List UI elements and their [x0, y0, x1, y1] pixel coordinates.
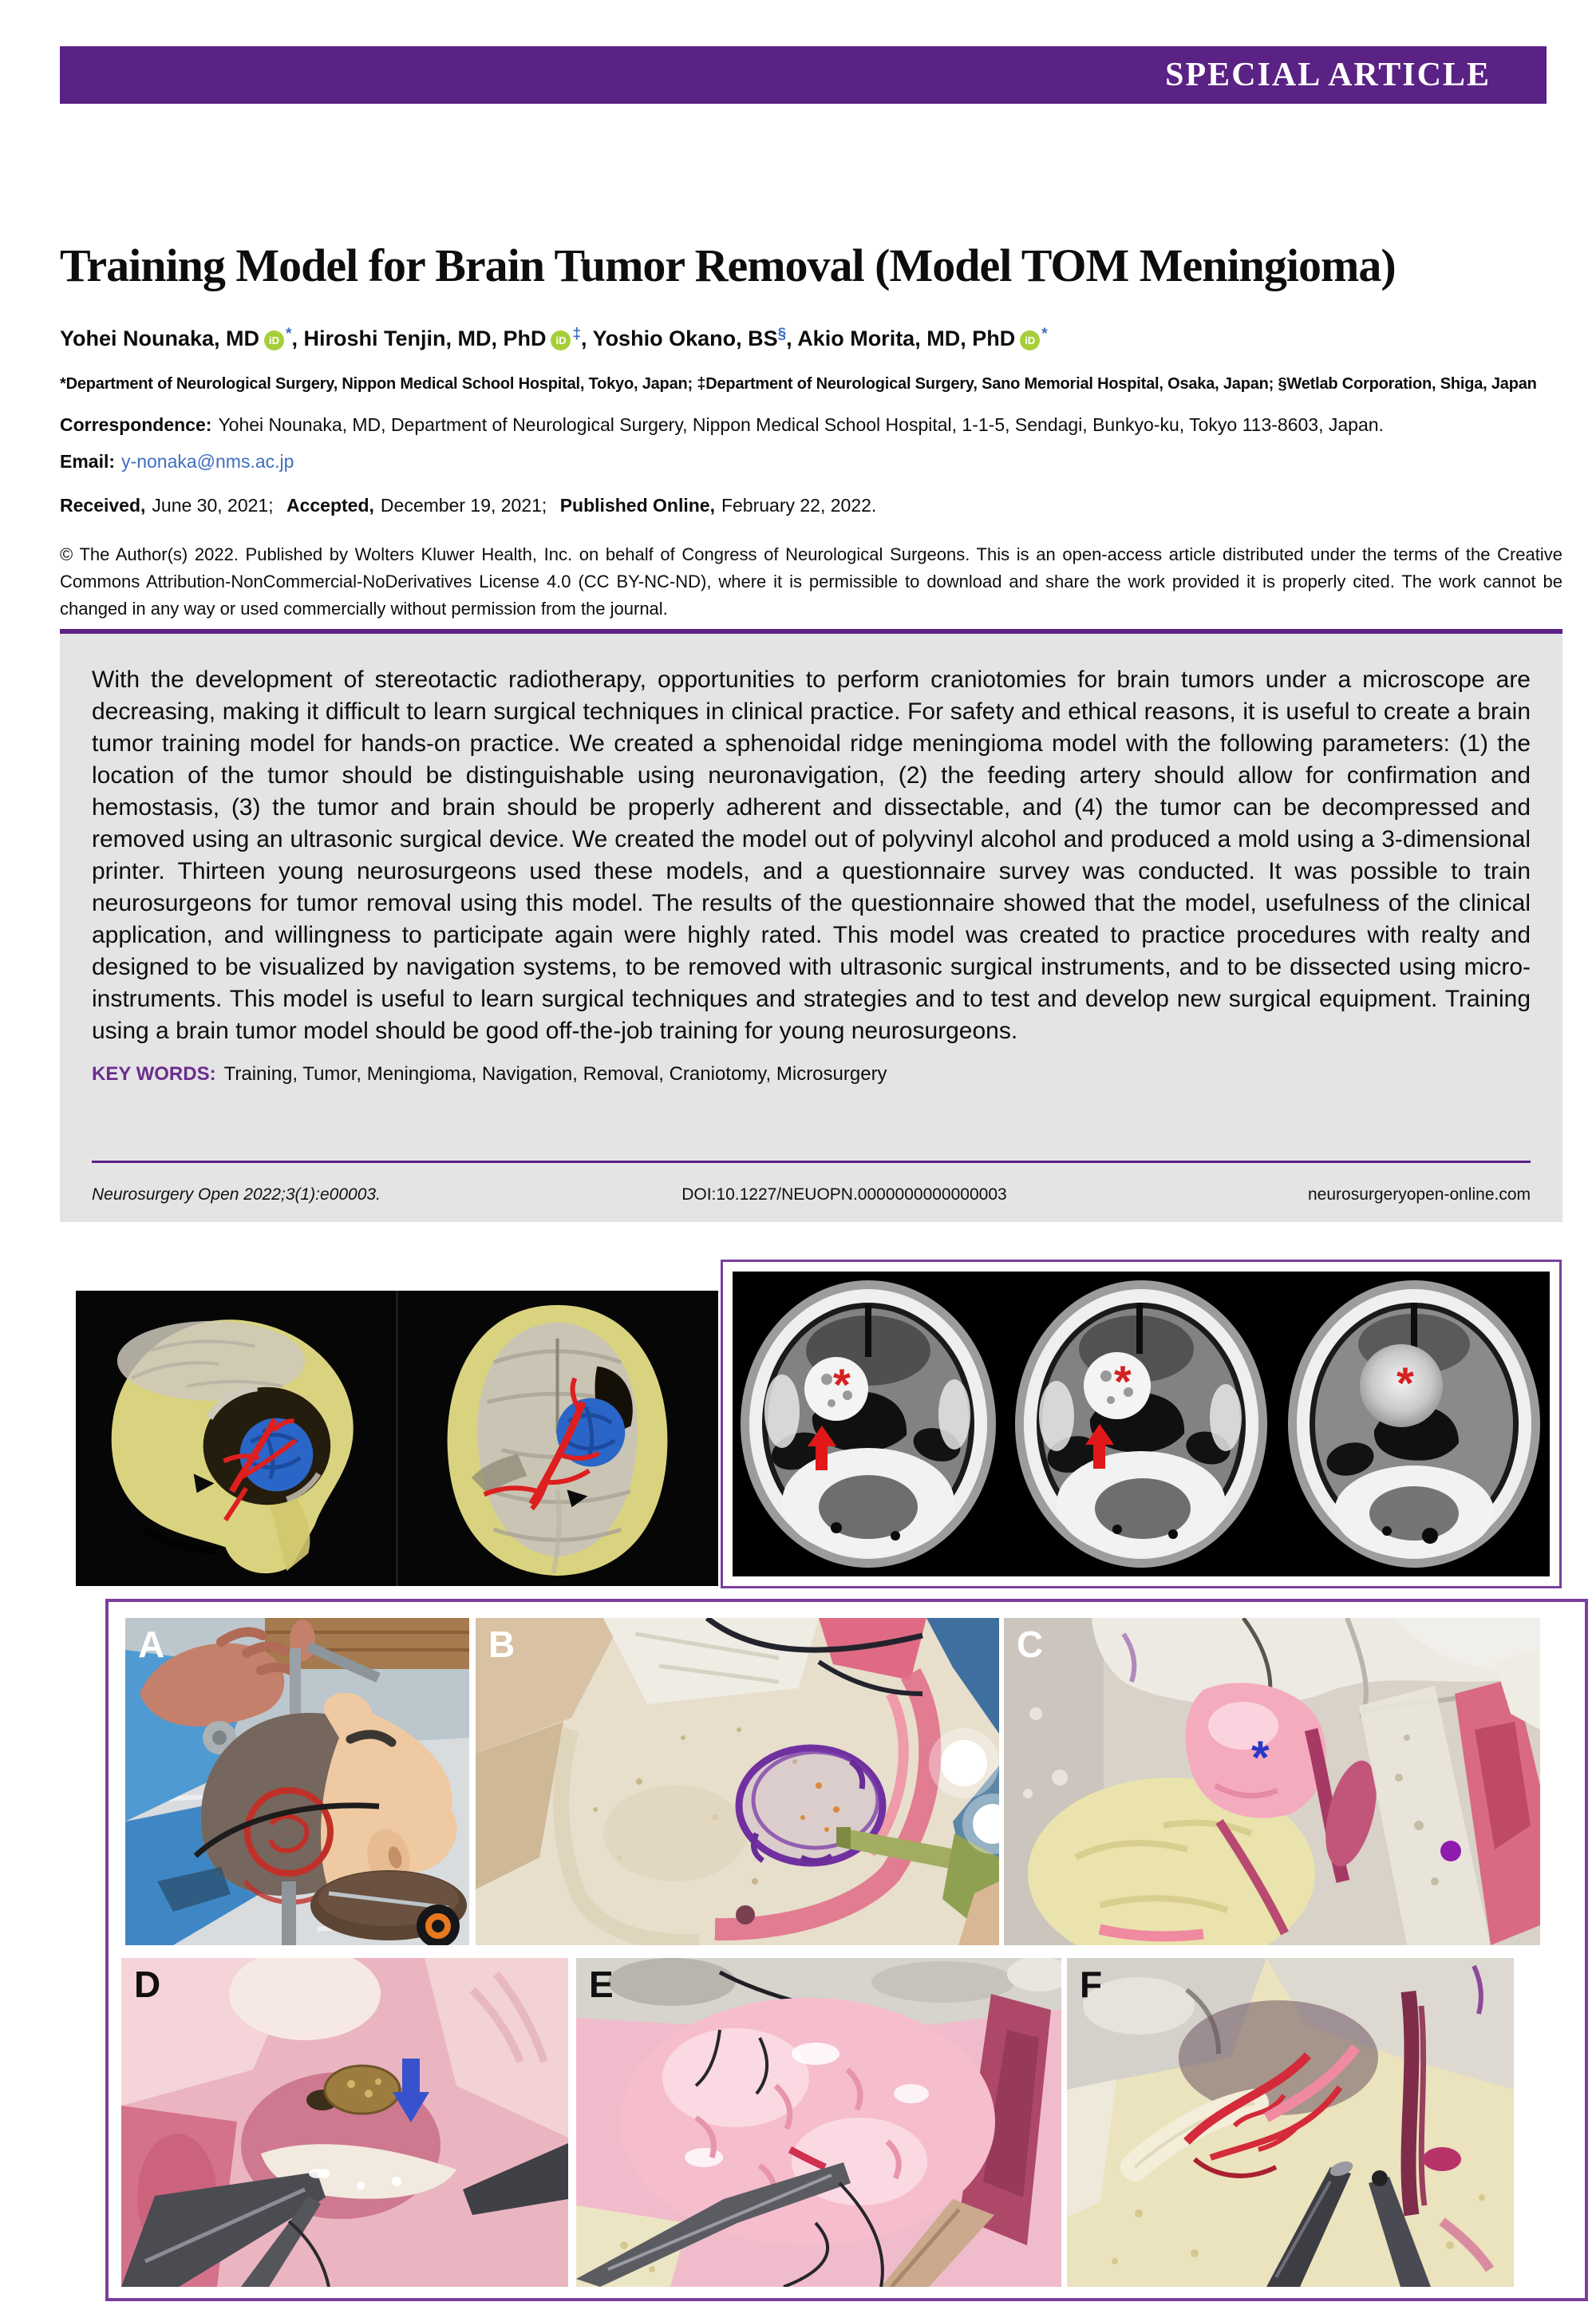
- author-separator: ,: [291, 326, 304, 350]
- journal-citation: Neurosurgery Open 2022;3(1):e00003.: [92, 1185, 381, 1204]
- ct-strip: [733, 1272, 1550, 1576]
- ct-tumor-asterisk: *: [1114, 1356, 1132, 1406]
- author-name: Yohei Nounaka, MD: [60, 326, 260, 350]
- correspondence-line: [60, 414, 1568, 436]
- abstract-text: With the development of stereotactic radiotherapy, opportunities to perform craniotomies for brain tumors under a microscope are decreasing, making it difficult to learn surgical techniques in clinical practice. For safety and ethical reasons, it is useful to create a brain tumor training model for hands-on practice. We created a sphenoidal ridge meningioma model with the following parameters: (1) the location of the tumor should be distinguishable using neuronavigation, (2) the feeding artery should allow for confirmation and hemostasis, (3) the tumor and brain should be properly adherent and dissectable, and (4) the tumor can be decompressed and removed using an ultrasonic surgical device. We created the model out of polyvinyl alcohol and produced a mold using a 3-dimensional printer. Thirteen young neurosurgeons used these models, and a questionnaire survey was conducted. It was possible to train neurosurgeons for tumor removal using this model. The results of the questionnaire showed that the model, usefulness of the clinical application, and willingness to participate again were highly rated. This model was created to practice procedures with realty and designed to be visualized by navigation systems, to be removed with ultrasonic surgical instruments, and to be dissected using micro-instruments. This model is useful to learn surgical techniques and strategies and to test and develop new surgical equipment. Training using a brain tumor model should be good off-the-job training for young neurosurgeons.: [92, 666, 1531, 1044]
- author-separator: ,: [786, 326, 798, 350]
- exposed-tumor-photo: [1004, 1618, 1540, 1945]
- author-affiliation-mark: ‡: [572, 326, 582, 342]
- author-affiliation-mark: §: [777, 326, 787, 342]
- author-name: Hiroshi Tenjin, MD, PhD: [303, 326, 547, 350]
- photo-panel-f: [1067, 1958, 1514, 2287]
- journal-website: neurosurgeryopen-online.com: [1308, 1185, 1531, 1204]
- photo-panel-b: [476, 1618, 999, 1945]
- skull-render-lateral: [76, 1291, 396, 1586]
- author-affiliation-mark: *: [286, 326, 292, 342]
- email-label: Email:: [60, 451, 116, 472]
- skull-lateral-image: [76, 1291, 396, 1585]
- banner-label: SPECIAL ARTICLE: [1165, 57, 1491, 93]
- tumor-debulking-photo: [576, 1958, 1061, 2287]
- page-title: Training Model for Brain Tumor Removal (Model TOM Meningioma): [60, 239, 1396, 291]
- email-link[interactable]: y-nonaka@nms.ac.jp: [121, 451, 294, 472]
- panel-label: D: [134, 1964, 161, 2005]
- author-name: Akio Morita, MD, PhD: [797, 326, 1016, 350]
- figure-3d-navigation: [76, 1291, 718, 1586]
- purple-rule-abstract: [92, 1161, 1531, 1163]
- received-date: June 30, 2021;: [152, 495, 274, 516]
- author-separator: ,: [581, 326, 593, 350]
- photo-panel-d: [121, 1958, 568, 2287]
- keywords-label: KEY WORDS:: [92, 1063, 216, 1085]
- panel-label: E: [589, 1964, 614, 2005]
- craniotomy-navigation-photo: [476, 1618, 999, 1945]
- doi-text: DOI:10.1227/NEUOPN.0000000000000003: [681, 1185, 1007, 1204]
- orcid-icon[interactable]: iD: [1020, 330, 1040, 350]
- received-label: Received,: [60, 495, 146, 516]
- author-affiliation-mark: *: [1041, 326, 1048, 342]
- ct-tumor-asterisk: *: [1396, 1358, 1414, 1408]
- copyright-notice: © The Author(s) 2022. Published by Wolters Kluwer Health, Inc. on behalf of Congress of Neurological Surgeons. This is an open-access article distributed under the terms of the Creative Commons Attribution-NonCommercial-NoDerivatives License 4.0 (CC BY-NC-ND), where it is permissible to download and share the work provided it is properly cited. The work cannot be changed in any way or used commercially without permission from the journal.: [60, 544, 1562, 619]
- correspondence-text: Yohei Nounaka, MD, Department of Neurological Surgery, Nippon Medical School Hospital, 1-1-5, Sendagi, Bunkyo-ku, Tokyo 113-8603, Japan.: [218, 414, 1384, 435]
- photo-panel-a: [125, 1618, 469, 1945]
- history-line: [60, 495, 1568, 516]
- abstract-box: [60, 634, 1562, 1222]
- vessel-dissection-photo: [1067, 1958, 1514, 2287]
- ct-tumor-asterisk: *: [833, 1359, 851, 1410]
- photo-panel-e: [576, 1958, 1061, 2287]
- email-line: [60, 451, 1568, 473]
- panel-label: F: [1080, 1964, 1103, 2005]
- orcid-icon[interactable]: iD: [551, 330, 571, 350]
- keywords-line: [92, 1063, 1531, 1086]
- correspondence-label: Correspondence:: [60, 414, 212, 435]
- author-line: [60, 326, 1568, 351]
- skull-frontal-image: [398, 1291, 718, 1585]
- feeding-artery-photo: [121, 1958, 568, 2287]
- keywords-text: Training, Tumor, Meningioma, Navigation, Removal, Craniotomy, Microsurgery: [223, 1063, 887, 1085]
- figure-ct-scans: [721, 1260, 1562, 1588]
- photo-panel-c: [1004, 1618, 1540, 1945]
- published-date: February 22, 2022.: [721, 495, 877, 516]
- published-label: Published Online,: [559, 495, 715, 516]
- panel-label: C: [1017, 1624, 1044, 1665]
- accepted-label: Accepted,: [286, 495, 374, 516]
- tumor-asterisk: *: [1251, 1732, 1270, 1784]
- author-name: Yoshio Okano, BS: [592, 326, 778, 350]
- panel-label: A: [138, 1624, 165, 1665]
- figure-surgical-panels: [105, 1599, 1588, 2301]
- skull-render-frontal: [398, 1291, 718, 1586]
- special-article-banner: [60, 46, 1547, 104]
- panel-label: B: [488, 1624, 516, 1665]
- affiliations: *Department of Neurological Surgery, Nippon Medical School Hospital, Tokyo, Japan; ‡Department of Neurological Surgery, Sano Memorial Hospital, Osaka, Japan; §Wetlab Corporation, Shiga, Japan: [60, 375, 1537, 393]
- accepted-date: December 19, 2021;: [380, 495, 547, 516]
- ct-slices-image: [733, 1272, 1550, 1576]
- journal-footer: [92, 1185, 1531, 1204]
- orcid-icon[interactable]: iD: [264, 330, 284, 350]
- head-model-photo: [125, 1618, 469, 1945]
